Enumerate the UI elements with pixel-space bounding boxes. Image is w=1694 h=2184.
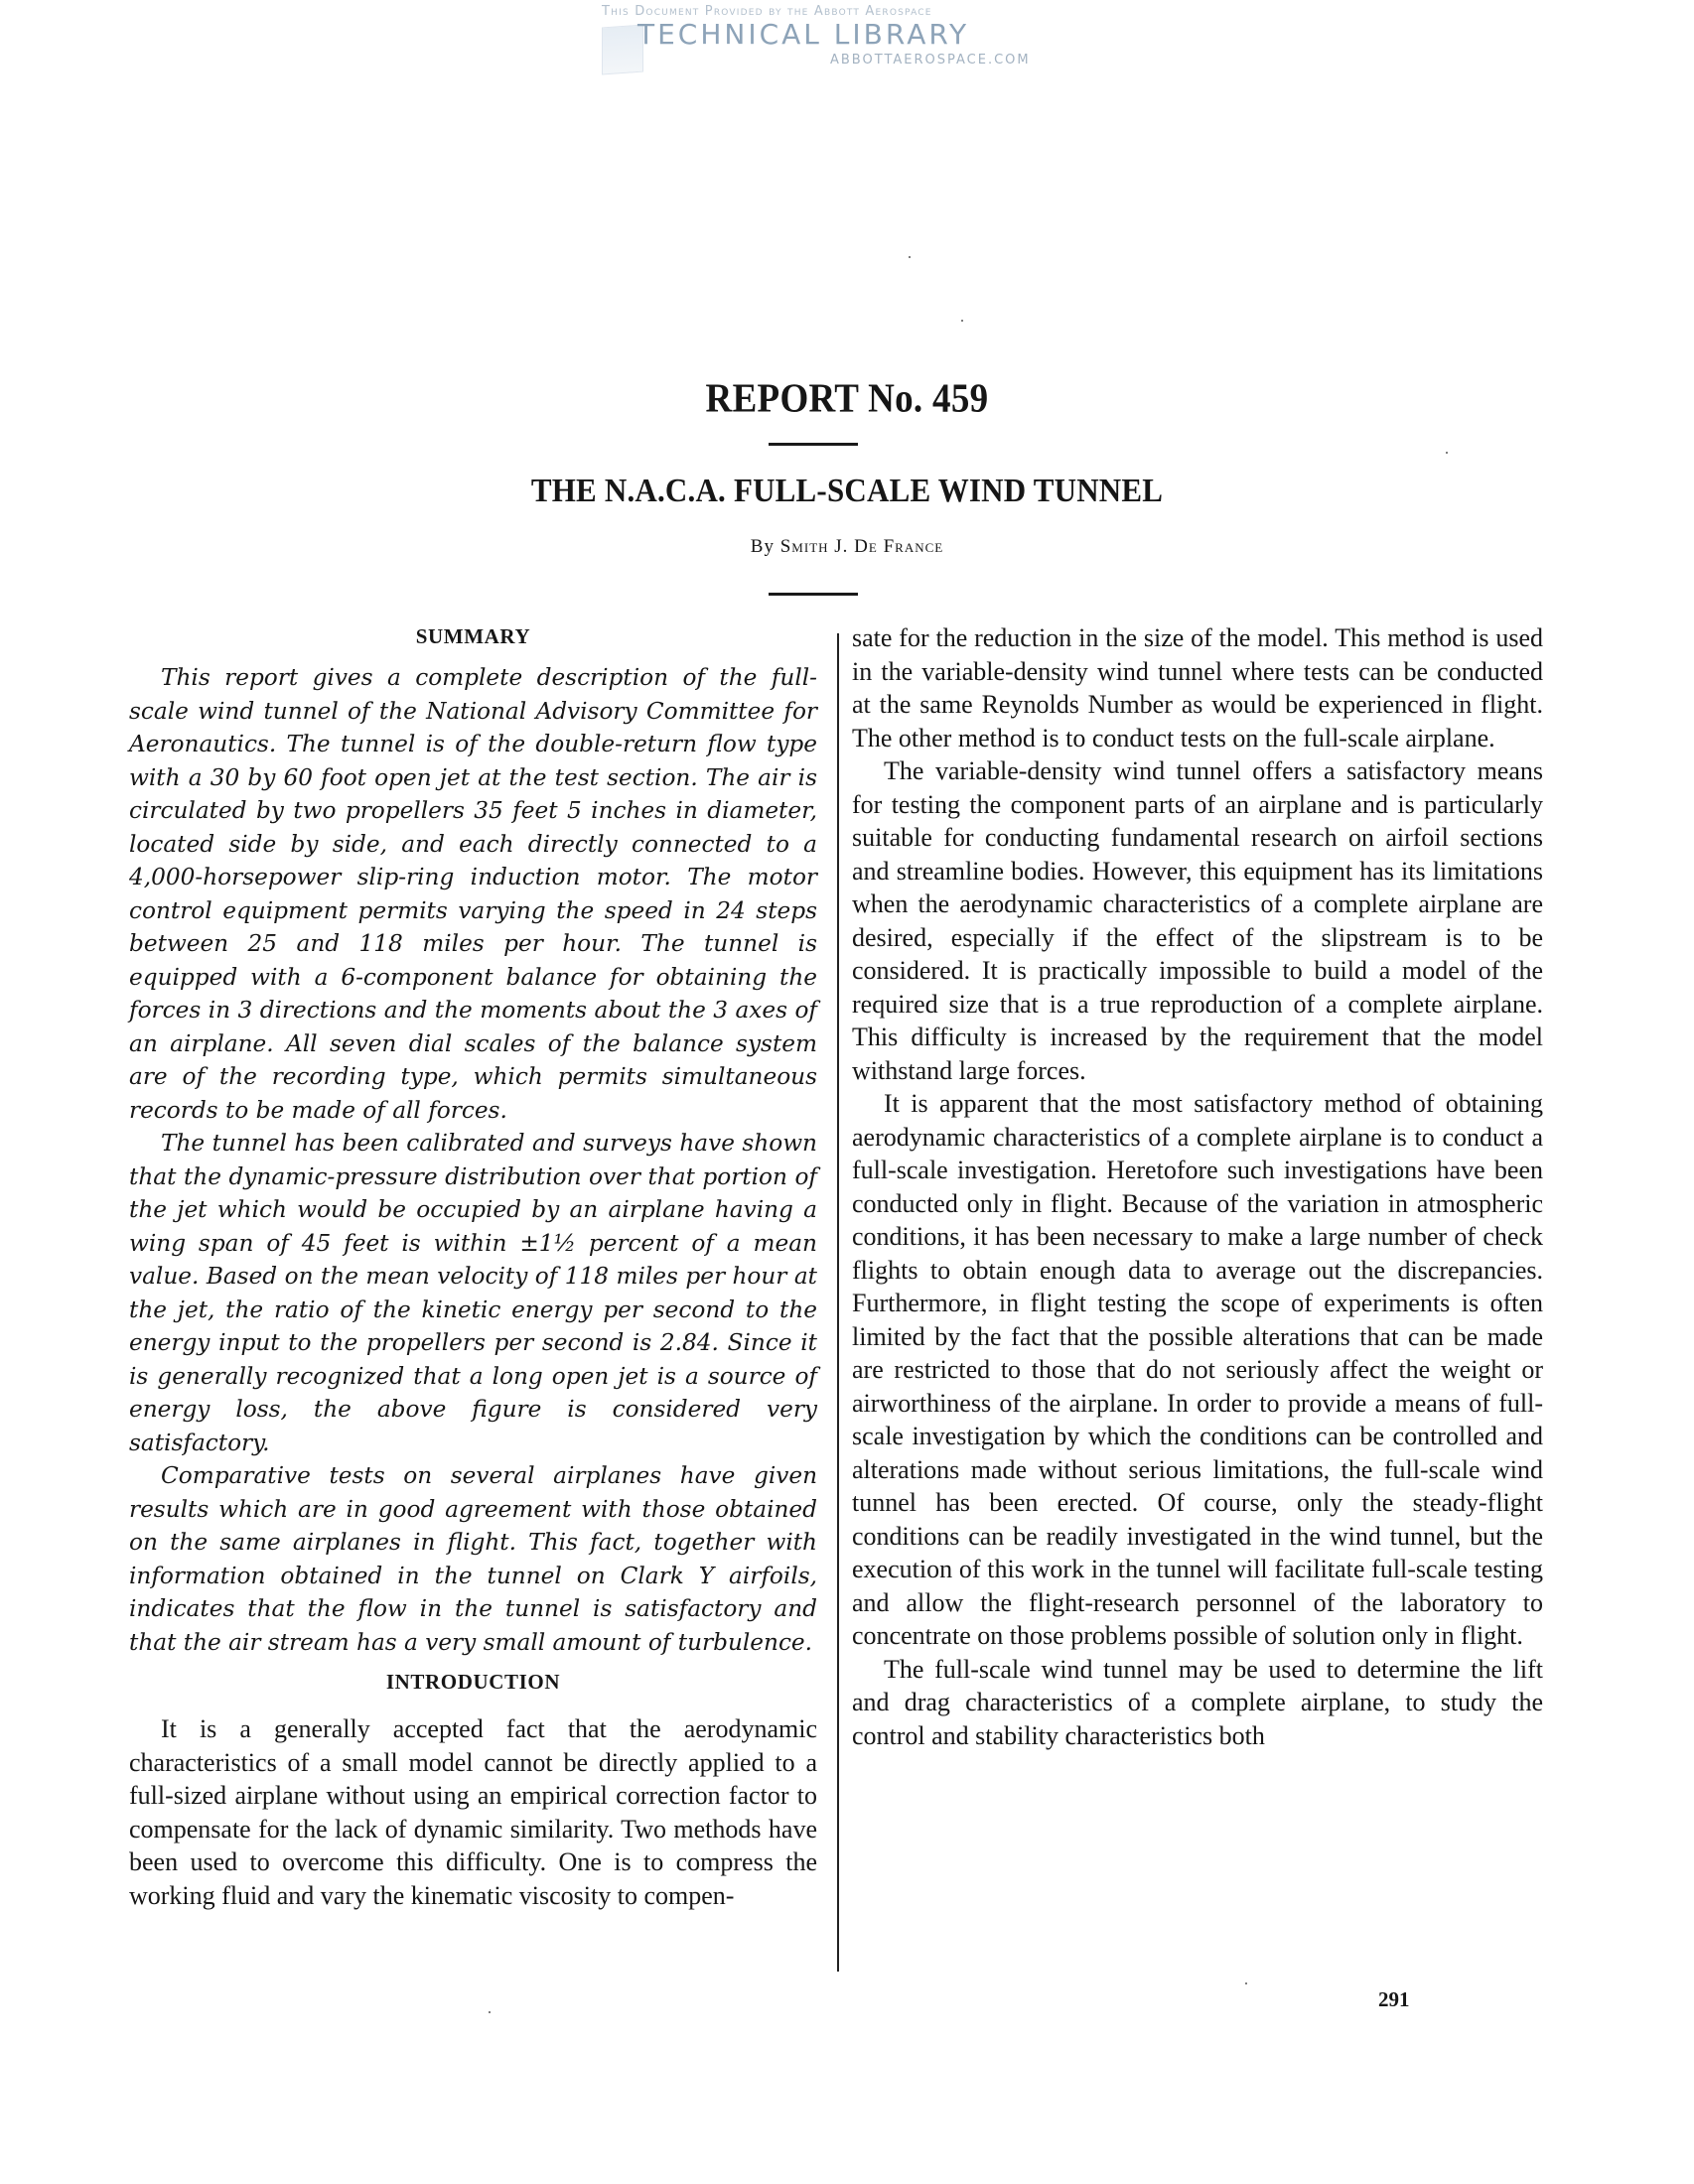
scan-speck (1245, 1982, 1247, 1984)
introduction-continuation: sate for the reduction in the size of the model. This method is used in the variable-density wind tunnel where tests can be conducted at the same Reynolds Number as would be experienced in flight. The other method is to conduct tests on the full-scale airplane. (852, 623, 1543, 752)
scan-speck (489, 2011, 491, 2013)
paper-title: THE N.A.C.A. FULL-SCALE WIND TUNNEL (530, 471, 1164, 509)
introduction-paragraph: It is a generally accepted fact that the aerodynamic characteristics of a small model cannot be directly applied to a full-sized airplane without using an empirical correction factor to compensate for the lack of dynamic similarity. Two methods have been used to overcome this difficulty. One is to compress the working fluid and vary the kinematic viscosity to compen- (129, 1714, 817, 1910)
right-column (852, 621, 1543, 1752)
column-divider (837, 633, 839, 1972)
introduction-heading: INTRODUCTION (385, 1670, 561, 1694)
introduction-paragraph: The full-scale wind tunnel may be used to determine the lift and drag characteristics of a complete airplane, to study the control and stability characteristics both (852, 1654, 1543, 1750)
byline-prefix: By (750, 536, 775, 557)
summary-paragraph: This report gives a complete description of the full-scale wind tunnel of the National Advisory Committee for Aeronautics. The tunnel is of the double-return flow type with a 30 by 60 foot open jet at the test section. The air is circulated by two propellers 35 feet 5 inches in diameter, located side by side, and each directly connected to a 4,000-horsepower slip-ring induction motor. The motor control equipment permits varying the speed in 24 steps between 25 and 118 miles per hour. The tunnel is equipped with a 6-component balance for obtaining the forces in 3 directions and the moments about the 3 axes of an airplane. All seven dial scales of the balance system are of the recording type, which permits simultaneous records to be made of all forces. (129, 664, 817, 1124)
watermark-technical-library: TECHNICAL LIBRARY (637, 18, 970, 51)
author-name: Smith J. De France (779, 536, 944, 557)
title-rule-bottom (769, 593, 858, 596)
title-rule-top (769, 443, 858, 446)
abbott-aerospace-watermark (596, 4, 1072, 73)
left-column (129, 621, 817, 1912)
summary-paragraph: The tunnel has been calibrated and surveys have shown that the dynamic-pressure distribution over that portion of the jet which would be occupied by an airplane having a wing span of 45 feet is within ±1½ percent of a mean value. Based on the mean velocity of 118 miles per hour at the jet, the ratio of the kinetic energy per second to the energy input to the propellers per second is 2.84. Since it is generally recognized that a long open jet is a source of energy loss, the above figure is considered very satisfactory. (129, 1130, 817, 1456)
summary-heading: SUMMARY (415, 624, 531, 648)
page-number: 291 (1378, 1987, 1410, 2011)
introduction-paragraph: It is apparent that the most satisfactory method of obtaining aerodynamic characteristics of a complete airplane is to conduct a full-scale investigation. Heretofore such investigations have been conducted only in flight. Because of the variation in atmospheric conditions, it has been necessary to make a large number of check flights to obtain enough data to average out the discrepancies. Furthermore, in flight testing the scope of experiments is often limited by the fact that the possible alterations that can be made are restricted to those that do not seriously affect the weight or airworthiness of the airplane. In order to provide a means of full-scale investigation by which the conditions can be controlled and alterations made without serious limitations, the full-scale wind tunnel has been erected. Of course, only the steady-flight conditions can be readily investigated in the wind tunnel, but the execution of this work in the tunnel will facilitate full-scale testing and allow the flight-research personnel of the laboratory to concentrate on those problems possible of solution only in flight. (852, 1089, 1543, 1650)
report-number: REPORT No. 459 (705, 375, 989, 422)
summary-paragraph: Comparative tests on several airplanes have given results which are in good agreement with those obtained on the same airplanes in flight. This fact, together with information obtained in the tunnel on Clark Y airfoils, indicates that the flow in the tunnel is satisfactory and that the air stream has a very small amount of turbulence. (129, 1462, 817, 1656)
scan-speck (1446, 452, 1448, 454)
watermark-provided-by: This Document Provided by the Abbott Aerospace (602, 4, 932, 19)
scan-speck (961, 320, 963, 322)
watermark-website: ABBOTTAEROSPACE.COM (830, 53, 1031, 68)
scan-speck (909, 256, 911, 258)
byline (0, 536, 1694, 558)
introduction-paragraph: The variable-density wind tunnel offers a satisfactory means for testing the component parts of an airplane and is particularly suitable for conducting fundamental research on airfoil sections and streamline bodies. However, this equipment has its limitations when the aerodynamic characteristics of a complete airplane are desired, especially if the effect of the slipstream is to be considered. It is practically impossible to build a model of the required size that is a true reproduction of a complete airplane. This difficulty is increased by the requirement that the model withstand large forces. (852, 756, 1543, 1085)
